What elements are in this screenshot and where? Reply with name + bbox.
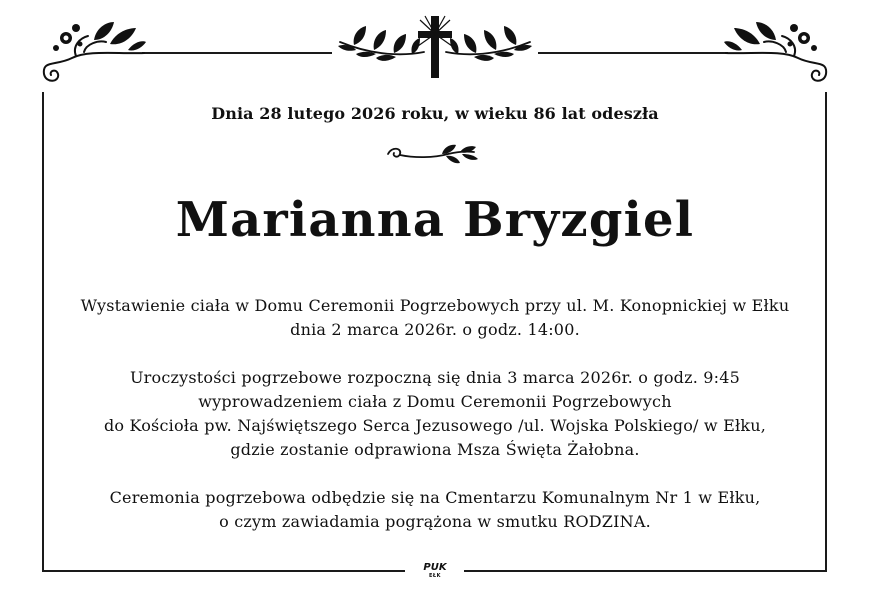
paragraph-line: Wystawienie ciała w Domu Ceremonii Pogrzebowych przy ul. M. Konopnickiej w Ełku <box>80 296 790 315</box>
footer-logo <box>412 562 458 579</box>
headline: Dnia 28 lutego 2026 roku, w wieku 86 lat odeszła <box>211 104 659 123</box>
paragraph-line: o czym zawiadamia pogrążona w smutku RODZINA. <box>219 512 651 531</box>
funeral-info-paragraph <box>0 366 870 462</box>
paragraph-line: Ceremonia pogrzebowa odbędzie się na Cmentarzu Komunalnym Nr 1 w Ełku, <box>109 488 761 507</box>
viewing-info-paragraph <box>0 294 870 342</box>
logo-sub-text: EŁK <box>428 573 441 579</box>
deceased-name: Marianna Bryzgiel <box>175 192 695 248</box>
frame-bottom-left-border <box>42 570 405 572</box>
paragraph-line: wyprowadzeniem ciała z Domu Ceremonii Pogrzebowych <box>198 392 672 411</box>
paragraph-line: do Kościoła pw. Najświętszego Serca Jezusowego /ul. Wojska Polskiego/ w Ełku, <box>103 416 767 435</box>
frame-top-right-rule <box>538 52 728 54</box>
olive-sprig-icon <box>384 142 484 168</box>
floral-scroll-icon <box>36 14 146 86</box>
paragraph-line: Uroczystości pogrzebowe rozpoczną się dnia 3 marca 2026r. o godz. 9:45 <box>129 368 741 387</box>
logo-main-text: PUK <box>423 562 447 573</box>
paragraph-line: gdzie zostanie odprawiona Msza Święta Żałobna. <box>230 440 640 459</box>
burial-info-paragraph <box>0 486 870 534</box>
cross-with-olive-branches-icon <box>334 12 536 82</box>
paragraph-line: dnia 2 marca 2026r. o godz. 14:00. <box>290 320 580 339</box>
frame-bottom-right-border <box>464 570 827 572</box>
floral-scroll-icon <box>724 14 834 86</box>
frame-top-left-rule <box>142 52 332 54</box>
